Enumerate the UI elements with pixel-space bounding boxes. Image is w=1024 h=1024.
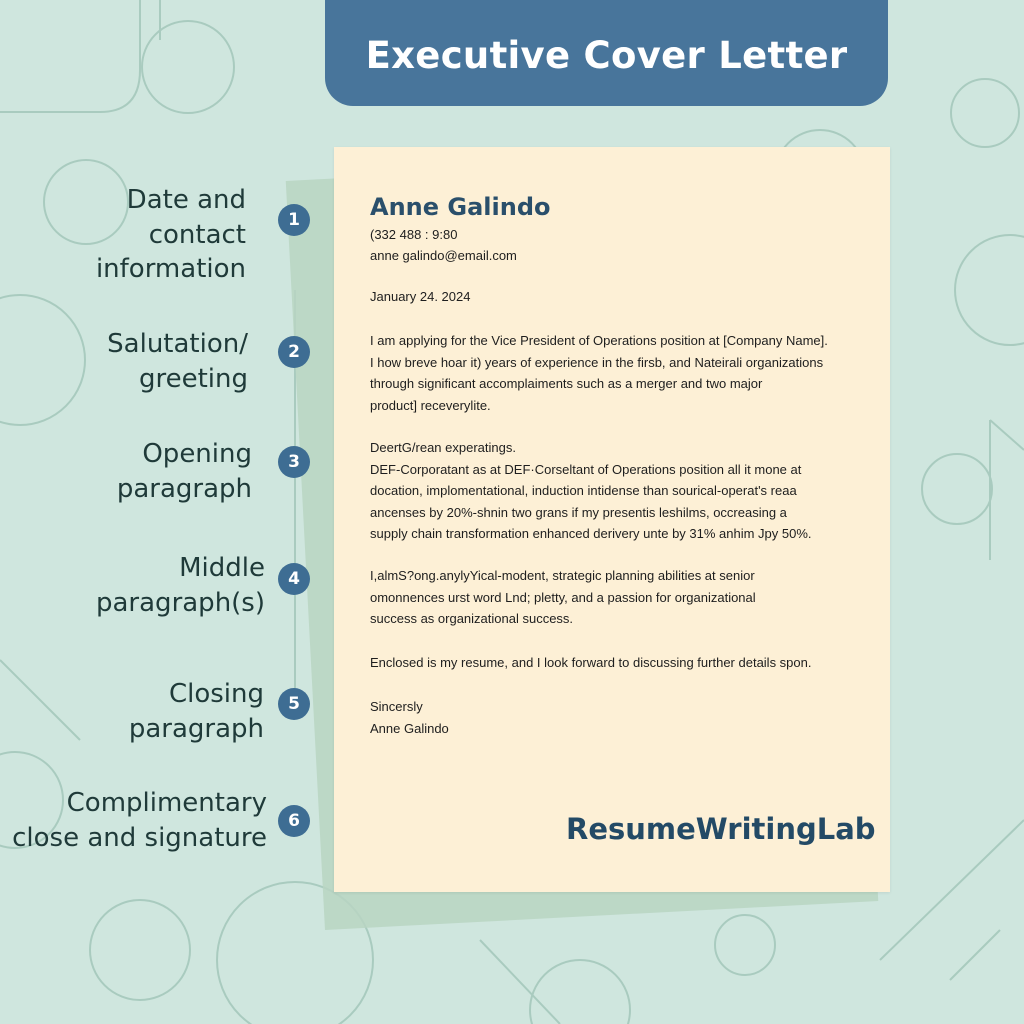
step-label-line: paragraph [128,713,264,744]
step-label-2 [107,327,248,396]
step-label-line: greeting [138,363,248,394]
middle-paragraph-1 [370,437,870,545]
signoff: Sincersly [370,699,423,714]
letter-date: January 24. 2024 [370,289,471,304]
step-badge-3: 3 [278,446,310,478]
paragraph-line: through significant accomplaiments such as a merger and two major [370,376,763,391]
step-label-line: Complimentary [66,788,267,818]
step-label-line: paragraph [116,473,252,504]
paragraph-line: I am applying for the Vice President of Operations position at [Company Name]. [370,333,828,348]
paragraph-line: success as organizational success. [370,611,574,626]
paragraph-line: DeertG/rean experatings. [370,440,516,455]
step-label-line: Date and [126,185,246,215]
title-banner [325,0,888,106]
opening-paragraph [370,330,870,416]
middle-paragraph-2 [370,565,870,630]
paragraph-line: docation, implomentational, induction intidense than sourical-operat's reaa [370,483,797,498]
step-label-line: paragraph(s) [96,587,265,618]
step-label-line: Opening [142,439,252,469]
phone-number: (332 488 : 9:80 [370,227,458,242]
step-label-line: Middle [179,553,265,583]
step-badge-4: 4 [278,563,310,595]
paragraph-line: DEF-Corporatant as at DEF·Corseltant of Operations position all it mone at [370,461,802,477]
step-badge-1: 1 [278,204,310,236]
step-label-line: contact [148,219,246,250]
step-label-line: close and signature [12,822,267,853]
step-badge-5: 5 [278,688,310,720]
step-label-6 [12,786,267,855]
paragraph-line: omonnences urst word Lnd; pletty, and a passion for organizational [370,589,756,605]
step-label-4 [96,551,265,620]
step-label-3 [117,437,252,506]
step-badge-6: 6 [278,805,310,837]
brand-logo-text: ResumeWritingLab [566,812,876,846]
email-address: anne galindo@email.com [370,248,517,263]
step-label-line: Closing [168,679,264,709]
paragraph-line: ancenses by 20%-shnin two grans if my presentis leshilms, occreasing a [370,504,787,520]
paragraph-line: supply chain transformation enhanced derivery unte by 31% anhim Jpy 50%. [370,526,812,541]
cover-letter-sheet [334,147,890,892]
page-title: Executive Cover Letter [365,33,848,77]
step-label-line: information [95,254,246,284]
step-label-1 [96,183,246,287]
step-label-line: Salutation/ [107,329,248,359]
signature: Anne Galindo [370,721,449,736]
step-badge-2: 2 [278,336,310,368]
paragraph-line: I,almS?ong.anylyYical-modent, strategic planning abilities at senior [370,568,755,583]
applicant-name: Anne Galindo [370,193,551,221]
paragraph-line: I how breve hoar it) years of experience in the firsb, and Nateirali organizations [370,354,824,370]
closing-paragraph: Enclosed is my resume, and I look forward to discussing further details spon. [370,655,812,670]
paragraph-line: product] receverylite. [370,397,491,413]
step-label-5 [129,677,264,746]
